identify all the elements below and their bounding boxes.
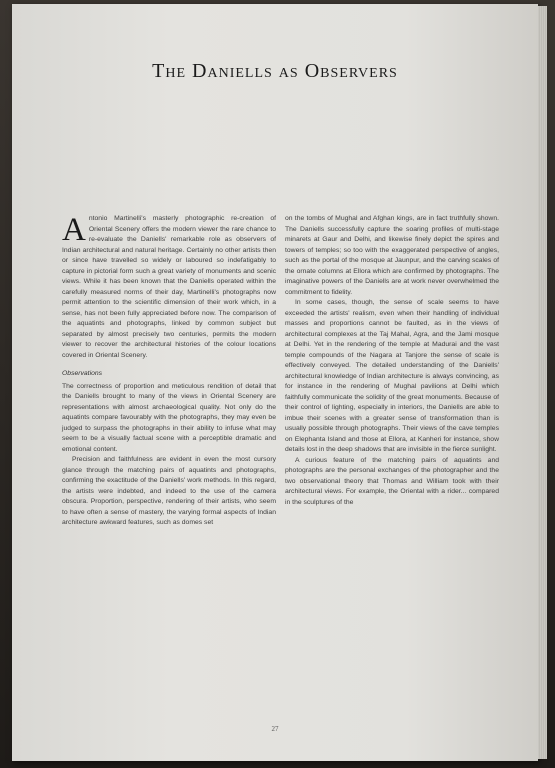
- section-subheading: Observations: [62, 370, 103, 377]
- right-column: [285, 214, 499, 508]
- body-paragraph: The correctness of proportion and meticulous rendition of detail that the Daniells brought to many of the views in Oriental Scenery are representations with almost archaeological quality. Not only do the aquatints compare favourably with the photographs, they may even be judged to surpass the photographs in their ability to infuse what may seem to be a visually factual scene with a perceptible dramatic and emotional content.: [62, 382, 276, 453]
- body-paragraph: on the tombs of Mughal and Afghan kings, are in fact truthfully shown. The Daniells successfully capture the soaring profiles of multi-stage minarets at Gaur and Delhi, and likewise finely depict the spires and towers of temples; so too with the exaggerated perspective of angles, such as the portal of the mosque at Jaunpur, and the carving scales of the ornate columns at Ellora which are confirmed by photographs. The imaginative powers of the Daniells are at work never overwhelmed the commitment to fidelity.: [285, 215, 499, 296]
- body-paragraph: In some cases, though, the sense of scale seems to have exceeded the artists' realism, even when their handling of individual masses and proportions cannot be faulted, as in the views of architectural complexes at the Taj Mahal, Agra, and the Jami mosque at Delhi. Yet in the rendering of the temple at Madurai and the vast temple compounds of the Nagara at Tanjore the sense of scale is effectively conveyed. The detailed understanding of the Daniells' architectural knowledge of Indian architecture is always convincing, as for instance in the rendering of Mughal pavilions at Delhi which faithfully communicate the solidity of the great monuments. Because of their control of lighting, especially in interiors, the Daniells are able to imbue their scenes with a greater sense of transformation than is usually possible through photographs. Their views of the cave temples on Elephanta Island and those at Ellora, at Kanheri for instance, show details lost in the deep shadows that are invisible in the fierce sunlight.: [285, 299, 499, 453]
- book-page: [12, 4, 538, 761]
- page-title: The Daniells as Observers: [152, 60, 398, 82]
- page-stack-edge: [538, 6, 547, 759]
- drop-cap: A: [62, 212, 86, 248]
- body-paragraph: Precision and faithfulness are evident in even the most cursory glance through the matching pairs of aquatints and photographs, confirming the exactitude of the Daniells' work methods. In this regard, the artists were indebted, and indeed to the use of the camera obscura. Proportion, perspective, rendering of their artists, who seem to have often a sense of mastery, the varying formal aspects of Indian architecture awkward features, such as domes set: [62, 456, 276, 526]
- body-paragraph: A curious feature of the matching pairs of aquatints and photographs are the personal exchanges of the photographer and the two observational theory that Thomas and William took with their architectural views. For example, the Oriental with a rider... compared in the sculptures of the: [285, 456, 499, 506]
- opening-paragraph: [62, 214, 276, 361]
- left-column: [62, 214, 276, 529]
- opening-paragraph-text: ntonio Martinelli's masterly photographic re-creation of Oriental Scenery offers the modern viewer the rare chance to re-evaluate the Daniells' remarkable role as observers of Indian architectural and natural heritage. Certainly no other artists then or since have travelled so widely or laboured so indefatigably to capture in pictorial form such a great variety of monuments and scenic views. While it has been known that the Daniells operated within the carefully measured norms of their day, Martinelli's photographs now permit attention to the scientific dimension of their work which, in a sense, has not been fully appreciated before now. The comparison of the aquatints and photographs, linked by common subject but separated by almost precisely two centuries, permits the modern viewer to recover the architectural histories of the colour locations covered in Oriental Scenery.: [62, 215, 276, 359]
- page-number: 27: [271, 725, 279, 733]
